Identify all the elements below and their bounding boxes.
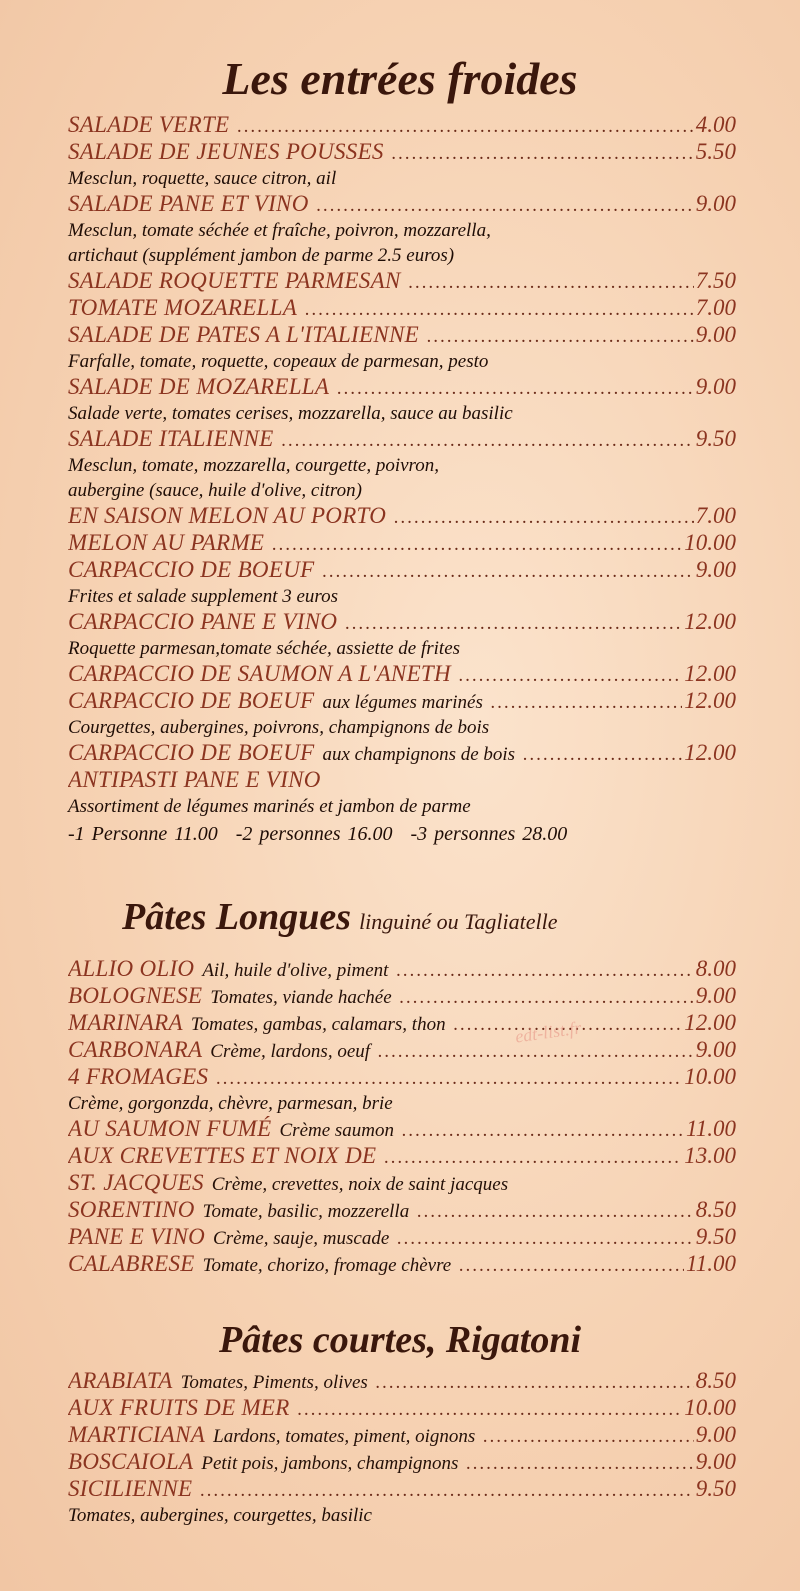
item-name: CALABRESE — [68, 1251, 195, 1276]
item-name: SALADE ITALIENNE — [68, 426, 274, 451]
leader-dots — [491, 692, 682, 714]
item-name: AUX CREVETTES ET NOIX DE — [68, 1143, 377, 1168]
leader-dots — [337, 378, 694, 400]
item-price: 7.50 — [695, 268, 736, 293]
item-name: CARPACCIO DE BOEUF — [68, 688, 315, 713]
item-name: ALLIO OLIO — [68, 956, 195, 981]
leader-dots — [237, 116, 693, 138]
leader-dots — [392, 143, 694, 165]
item-name: AUX FRUITS DE MER — [68, 1395, 290, 1420]
leader-dots — [394, 507, 694, 529]
menu-item-row — [68, 767, 736, 794]
menu-item-row — [68, 956, 736, 983]
leader-dots — [427, 326, 694, 348]
item-name: MARINARA — [68, 1010, 183, 1035]
item-description: Frites et salade supplement 3 euros — [68, 586, 339, 607]
menu-item-row — [68, 1449, 736, 1476]
item-price: 7.00 — [695, 295, 736, 320]
pates-longues-heading: Pâtes Longues — [122, 896, 352, 938]
item-detail: Crème, sauje, muscade — [213, 1228, 390, 1249]
antipasti-options — [68, 819, 736, 849]
item-price: 7.00 — [695, 503, 736, 528]
leader-dots — [417, 1201, 694, 1223]
item-price: 10.00 — [684, 1064, 736, 1089]
item-name: CARPACCIO DE BOEUF — [68, 557, 315, 582]
menu-item-row — [68, 1143, 736, 1170]
item-description: Salade verte, tomates cerises, mozzarella, sauce au basilic — [68, 403, 513, 424]
pates-courtes-list — [68, 1368, 736, 1528]
menu-item-row — [68, 1170, 736, 1197]
item-price: 9.00 — [695, 557, 736, 582]
leader-dots — [384, 1147, 682, 1169]
item-description: aubergine (sauce, huile d'olive, citron) — [68, 480, 362, 501]
item-price: 9.00 — [695, 1037, 736, 1062]
item-price: 10.00 — [684, 1395, 736, 1420]
menu-item-row — [68, 139, 736, 166]
item-price: 11.00 — [685, 1116, 736, 1141]
item-price: 9.00 — [695, 1422, 736, 1447]
menu-item-row — [68, 426, 736, 453]
item-name: ANTIPASTI PANE E VINO — [68, 767, 321, 792]
item-description: Mesclun, roquette, sauce citron, ail — [68, 168, 337, 189]
item-price: 9.00 — [695, 322, 736, 347]
item-description: Mesclun, tomate séchée et fraîche, poivron, mozzarella, — [68, 220, 491, 241]
menu-item-row — [68, 1064, 736, 1091]
item-price: 4.00 — [695, 112, 736, 137]
leader-dots — [459, 665, 682, 687]
item-name: BOSCAIOLA — [68, 1449, 194, 1474]
leader-dots — [322, 561, 693, 583]
menu-item-row — [68, 1368, 736, 1395]
item-detail: Tomate, chorizo, fromage chèvre — [202, 1255, 452, 1276]
antipasti-option: -1 Personne 11.00 — [68, 823, 218, 845]
item-description: Assortiment de légumes marinés et jambon de parme — [68, 796, 471, 817]
item-price: 9.00 — [695, 191, 736, 216]
item-description: Farfalle, tomate, roquette, copeaux de parmesan, pesto — [68, 351, 489, 372]
menu-item-row — [68, 295, 736, 322]
pates-longues-list — [68, 956, 736, 1278]
menu-item-row — [68, 1251, 736, 1278]
item-detail: Tomate, basilic, mozzerella — [202, 1201, 410, 1222]
item-price: 12.00 — [684, 661, 736, 686]
item-detail: Ail, huile d'olive, piment — [202, 960, 389, 981]
item-name: SALADE PANE ET VINO — [68, 191, 309, 216]
item-name: SORENTINO — [68, 1197, 195, 1222]
menu-item-row — [68, 322, 736, 349]
menu-item-row — [68, 1422, 736, 1449]
item-price: 12.00 — [684, 609, 736, 634]
menu-item-row — [68, 112, 736, 139]
item-price: 9.00 — [695, 983, 736, 1008]
item-name: CARPACCIO DE SAUMON A L'ANETH — [68, 661, 451, 686]
menu-item-row — [68, 503, 736, 530]
item-name: PANE E VINO — [68, 1224, 206, 1249]
item-price: 12.00 — [684, 688, 736, 713]
menu-item-row — [68, 1116, 736, 1143]
antipasti-option: -3 personnes 28.00 — [410, 823, 568, 845]
item-price: 12.00 — [684, 1010, 736, 1035]
menu-item-row — [68, 374, 736, 401]
menu-item-row — [68, 661, 736, 688]
item-price: 9.50 — [695, 1224, 736, 1249]
menu-item-row — [68, 1224, 736, 1251]
menu-item-row — [68, 557, 736, 584]
item-name: CARPACCIO DE BOEUF — [68, 740, 315, 765]
item-name: EN SAISON MELON AU PORTO — [68, 503, 387, 528]
item-price: 9.50 — [695, 1476, 736, 1501]
menu-item-row — [68, 1395, 736, 1422]
item-name: SALADE DE PATES A L'ITALIENNE — [68, 322, 419, 347]
item-price: 8.00 — [695, 956, 736, 981]
item-detail: Tomates, Piments, olives — [180, 1372, 368, 1393]
item-name: ARABIATA — [68, 1368, 173, 1393]
item-name: CARPACCIO PANE E VINO — [68, 609, 338, 634]
leader-dots — [376, 1372, 694, 1394]
menu-item-row — [68, 1037, 736, 1064]
pates-longues-subtitle: linguiné ou Tagliatelle — [359, 909, 558, 934]
menu-item-row — [68, 609, 736, 636]
item-name: MARTICIANA — [68, 1422, 206, 1447]
item-price: 11.00 — [685, 1251, 736, 1276]
item-name: 4 FROMAGES — [68, 1064, 209, 1089]
pates-courtes-title: Pâtes courtes, Rigatoni — [218, 1319, 582, 1361]
item-name: CARBONARA — [68, 1037, 203, 1062]
item-name: ST. JACQUES — [68, 1170, 204, 1195]
item-description: Roquette parmesan,tomate séchée, assiette de frites — [68, 638, 461, 659]
item-detail: aux légumes marinés — [322, 692, 483, 713]
menu-item-row — [68, 1010, 736, 1037]
leader-dots — [466, 1453, 693, 1475]
item-description: Mesclun, tomate, mozzarella, courgette, poivron, — [68, 455, 439, 476]
item-name: BOLOGNESE — [68, 983, 203, 1008]
item-name: SALADE DE MOZARELLA — [68, 374, 330, 399]
item-detail: Tomates, gambas, calamars, thon — [190, 1014, 446, 1035]
leader-dots — [298, 1399, 683, 1421]
watermark: edt-list.fr — [513, 1017, 583, 1047]
item-price: 10.00 — [684, 530, 736, 555]
item-detail: Petit pois, jambons, champignons — [201, 1453, 459, 1474]
item-description: Tomates, aubergines, courgettes, basilic — [68, 1505, 372, 1526]
item-name: AU SAUMON FUMÉ — [68, 1116, 272, 1141]
item-detail: Crème, crevettes, noix de saint jacques — [211, 1174, 509, 1195]
leader-dots — [459, 1255, 684, 1277]
item-description: Courgettes, aubergines, poivrons, champignons de bois — [68, 717, 490, 738]
entrees-title: Les entrées froides — [222, 53, 578, 104]
item-description: artichaut (supplément jambon de parme 2.5 euros) — [68, 245, 455, 266]
menu-item-row — [68, 983, 736, 1010]
leader-dots — [396, 960, 693, 982]
item-name: SALADE DE JEUNES POUSSES — [68, 139, 384, 164]
menu-item-row — [68, 740, 736, 767]
menu-item-row — [68, 530, 736, 557]
antipasti-option: -2 personnes 16.00 — [235, 823, 393, 845]
item-name: SALADE VERTE — [68, 112, 230, 137]
item-price: 13.00 — [684, 1143, 736, 1168]
menu-item-row — [68, 1197, 736, 1224]
item-detail: Lardons, tomates, piment, oignons — [213, 1426, 476, 1447]
item-description: Crème, gorgonzda, chèvre, parmesan, brie — [68, 1093, 393, 1114]
leader-dots — [523, 744, 682, 766]
leader-dots — [409, 272, 694, 294]
menu-item-row — [68, 191, 736, 218]
item-detail: Tomates, viande hachée — [210, 987, 392, 1008]
pates-longues-title — [122, 895, 557, 939]
entrees-list — [68, 112, 736, 849]
menu-item-row — [68, 268, 736, 295]
leader-dots — [402, 1120, 684, 1142]
leader-dots — [200, 1480, 693, 1502]
leader-dots — [397, 1228, 693, 1250]
leader-dots — [272, 534, 682, 556]
leader-dots — [345, 613, 682, 635]
item-price: 8.50 — [695, 1368, 736, 1393]
item-detail: Crème, lardons, oeuf — [210, 1041, 371, 1062]
item-name: TOMATE MOZARELLA — [68, 295, 298, 320]
item-price: 12.00 — [684, 740, 736, 765]
item-name: MELON AU PARME — [68, 530, 265, 555]
item-price: 5.50 — [695, 139, 736, 164]
leader-dots — [282, 430, 694, 452]
item-price: 9.00 — [695, 1449, 736, 1474]
item-price: 9.50 — [695, 426, 736, 451]
leader-dots — [305, 299, 694, 321]
menu-item-row — [68, 688, 736, 715]
leader-dots — [216, 1068, 682, 1090]
item-name: SALADE ROQUETTE PARMESAN — [68, 268, 401, 293]
item-price: 8.50 — [695, 1197, 736, 1222]
item-price: 9.00 — [695, 374, 736, 399]
item-detail: aux champignons de bois — [322, 744, 516, 765]
leader-dots — [483, 1426, 693, 1448]
leader-dots — [317, 195, 694, 217]
item-name: SICILIENNE — [68, 1476, 193, 1501]
leader-dots — [400, 987, 694, 1009]
item-detail: Crème saumon — [279, 1120, 395, 1141]
menu-item-row — [68, 1476, 736, 1503]
